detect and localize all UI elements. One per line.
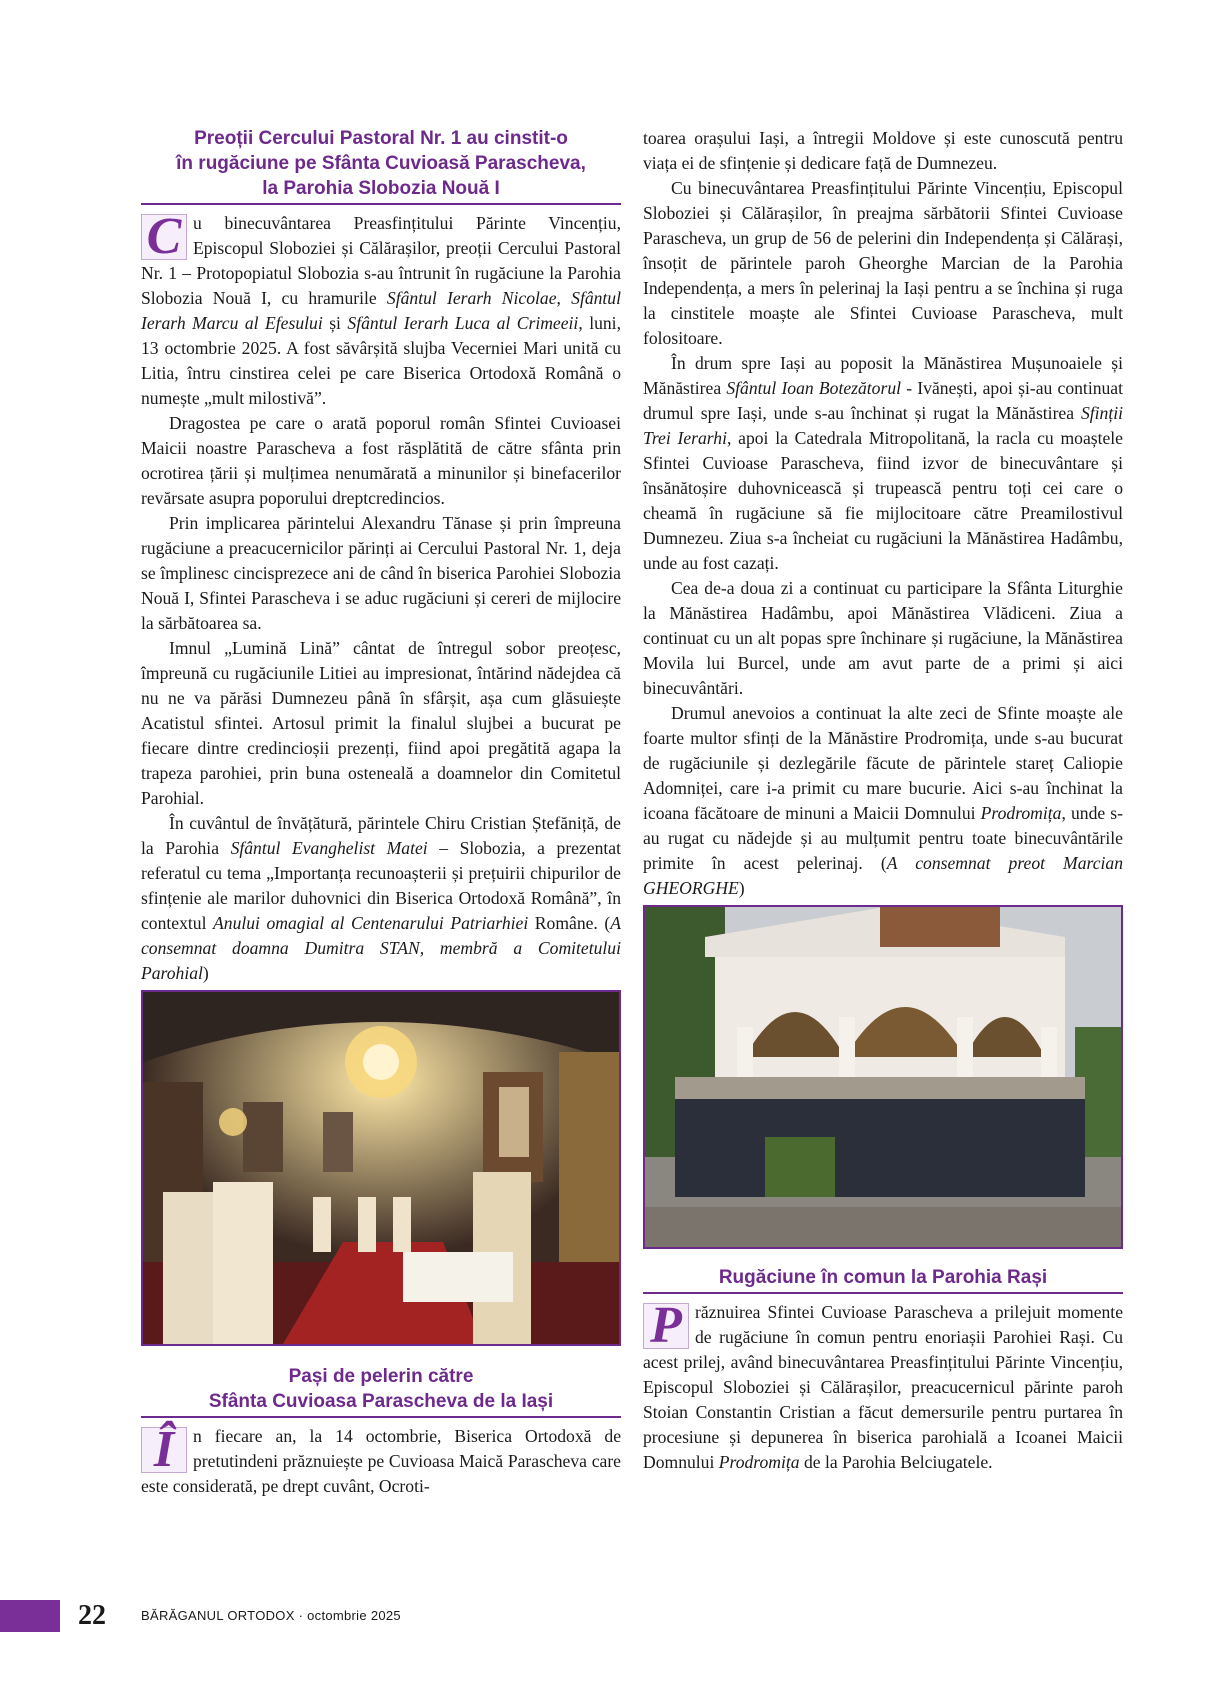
footer-accent-bar — [0, 1600, 60, 1632]
text-run: și — [322, 313, 348, 333]
article1-paragraph-1 — [141, 208, 621, 411]
text-run: - Ivănești, apoi și-au continuat drumul spre Iași, unde s-au închinat și rugat la Mănăstirea — [643, 378, 1124, 423]
pilgrims-group-photo — [643, 905, 1123, 1249]
text-run: n fiecare an, la 14 octombrie, Biserica Ortodoxă de pretutindeni prăznuiește pe Cuvioasa Maică Parascheva care este considerată, pe drept cuvânt, Ocroti — [141, 1426, 621, 1496]
church-interior-photo — [141, 990, 621, 1346]
article2-paragraph-2: Cu binecuvântarea Preasfințitului Părinte Vincențiu, Episcopul Sloboziei și Călărașilor, în preajma sărbătorii Sfintei Cuvioase Parascheva, un grup de 56 de pelerini din Independența și Călărași, însoțit de părintele paroh Gheorghe Marcian de la Parohia Independența, a mers în pelerinaj la Iași pentru a se închina și ruga la cinstitele moaște ale Sfintei Cuvioase Parascheva, mult folositoare. — [643, 178, 1123, 348]
article2-title — [141, 1364, 621, 1414]
text-run: În cuvântul de învățătură, părintele Chiru Cristian Ștefăniță, de la Parohia — [141, 813, 621, 858]
text-run: u binecuvântarea Preasfințitului Părinte Vincențiu, Episcopul Sloboziei și Călărașilor, preoții Cercului Pastoral Nr. 1 – Protopopiatul Slobozia s-au întrunit în rugăciune la Parohia Slobozia Nouă I, cu hramurile — [141, 213, 621, 308]
article2-paragraph-3 — [643, 351, 1123, 576]
dropcap: Î — [141, 1427, 187, 1473]
text-run: Drumul anevoios a continuat la alte zeci de Sfinte moaște ale foarte multor sfinți de la Mănăstire Prodromița, unde s-au bucurat de rugăciunile și dezlegările făcute de părintele stareț Caliopie Adomniței, care i-a primit cu mare bucurie. Aici s-au închinat la icoana făcătoare de minuni a Maicii Domnului — [643, 703, 1123, 823]
text-run: ) — [202, 963, 209, 983]
title-divider — [141, 203, 621, 205]
text-run: ) — [738, 878, 745, 898]
pilgrims-group-illustration — [645, 907, 1121, 1247]
text-run: răznuirea Sfintei Cuvioase Parascheva a prilejuit momente de rugăciune în comun pentru enoriașii Parohiei Rași. Cu acest prilej, având binecuvântarea Preasfințitului Părinte Vincențiu, Episcopul Sloboziei și Călărașilor, preacucernicul părinte paroh Stoian Constantin Cristian a făcut demersurile pentru purtarea în procesiune și depunerea în biserica parohială a Icoanei Maicii Domnului — [643, 1302, 1123, 1472]
text-run: – Slobozia, a prezentat referatul cu tema „Importanța recunoașterii și prețuirii chipurilor de sfințenie ale marilor duhovnici din Biserica Ortodoxă Română”, în contextul — [141, 838, 621, 933]
italic-run: Sfântul Ierarh Marcu al Efesului — [141, 288, 621, 333]
article2-title-line2: Sfânta Cuvioasa Parascheva de la Iași — [208, 1391, 554, 1412]
italic-run: Sfântul Ioan Botezătorul — [726, 378, 902, 398]
article2-paragraph-1-end: toarea orașului Iași, a întregii Moldove și este cunoscută pentru viața ei de sfințenie și dedicare față de Dumnezeu. — [643, 128, 1123, 173]
article2-paragraph-1-start: Î n fiecare an, la 14 octombrie, Biserica Ortodoxă de pretutindeni prăznuiește pe Cuvioasa Maică Parascheva care este considerată, pe drept cuvânt, Ocroti- — [141, 1421, 621, 1496]
article1-paragraph-2: Dragostea pe care o arată poporul român Sfintei Cuvioasei Maicii noastre Parascheva a fost răsplătită de către sfânta prin ocrotirea țării și mulțimea nenumărată a minunilor și binefacerilor revărsate asupra poporului dreptcredincios. — [141, 413, 621, 508]
title-divider — [141, 1416, 621, 1418]
page-number: 22 — [78, 1600, 106, 1631]
dropcap: C — [141, 214, 187, 260]
italic-run: Sfântul Ierarh Nicolae — [386, 288, 557, 308]
article1-title-line1: Preoții Cercului Pastoral Nr. 1 au cinstit-o — [194, 128, 568, 149]
italic-run: Sfântul Evanghelist Matei — [230, 838, 428, 858]
dropcap: P — [643, 1303, 689, 1349]
article1-paragraph-4: Imnul „Lumină Lină” cântat de întregul sobor preoțesc, împreună cu rugăciunile Litiei au impresionat, întărind nădejdea că nu ne va părăsi Dumnezeu până în sfârșit, așa cum glăsuiește Acatistul sfintei. Artosul primit la finalul slujbei a bucurat pe fiecare dintre credincioșii prezenți, fiind apoi pregătită agapa la trapeza parohiei, prin buna osteneală a doamnelor din Comitetul Parohial. — [141, 638, 621, 808]
text-run: , luni, 13 octombrie 2025. A fost săvârșită slujba Vecerniei Mari unită cu Litia, întru cinstirea celei pe care Biserica Ortodoxă Română o numește „mult milostivă”. — [141, 313, 621, 408]
text-run: de la Parohia Belciugatele. — [799, 1452, 993, 1472]
article1-paragraph-5 — [141, 811, 621, 986]
italic-run: A consemnat preot Marcian GHEORGHE — [643, 853, 1123, 898]
article2-title-line1: Pași de pelerin către — [288, 1366, 474, 1387]
text-run: , — [556, 288, 572, 308]
italic-run: Sfântul Ierarh Luca al Crimeeii — [347, 313, 579, 333]
church-interior-illustration — [143, 992, 619, 1344]
right-column — [643, 126, 1123, 1475]
article1-title-line2: în rugăciune pe Sfânta Cuvioasă Parascheva, — [176, 153, 586, 174]
left-column — [141, 126, 621, 1499]
text-run: Române. ( — [528, 913, 611, 933]
article2-paragraph-4: Cea de-a doua zi a continuat cu participare la Sfânta Liturghie la Mănăstirea Hadâmbu, apoi Mănăstirea Vlădiceni. Ziua a continuat cu un alt popas spre închinare și rugăciune, la Mănăstirea Movila lui Burcel, unde am avut parte de a primi și aici binecuvântări. — [643, 578, 1123, 698]
article3-paragraph-1 — [643, 1297, 1123, 1475]
italic-run: A consemnat doamna Dumitra STAN, membră a Comitetului Parohial — [141, 913, 621, 983]
article1-title — [141, 126, 621, 201]
italic-run: Anului omagial al Centenarului Patriarhiei — [213, 913, 529, 933]
article3-title: Rugăciune în comun la Parohia Rași — [718, 1267, 1048, 1288]
italic-run: Prodromița — [718, 1452, 800, 1472]
article1-title-line3: la Parohia Slobozia Nouă I — [262, 178, 500, 199]
title-divider — [643, 1292, 1123, 1294]
text-run: , apoi la Catedrala Mitropolitană, la racla cu moaștele Sfintei Cuvioase Parascheva, fiind izvor de binecuvântare și însănătoșire duhovnicească și trupească pentru toți cei care o cheamă în rugăciune să fie mijlocitoare către Preamilostivul Dumnezeu. Ziua s-a încheiat cu rugăciuni la Mănăstirea Hadâmbu, unde au fost cazați. — [643, 428, 1123, 573]
italic-run: Prodromița — [980, 803, 1062, 823]
publication-name: BĂRĂGANUL ORTODOX · octombrie 2025 — [141, 1608, 401, 1623]
article1-paragraph-3: Prin implicarea părintelui Alexandru Tănase și prin împreuna rugăciune a preacucernicilor părinți ai Cercului Pastoral Nr. 1, deja se împlinesc cincisprezece ani de când în biserica Parohiei Slobozia Nouă I, Sfintei Parascheva i se aduc rugăciuni și cereri de mijlocire la sărbătoarea sa. — [141, 513, 621, 633]
article2-paragraph-5 — [643, 701, 1123, 901]
text-run: În drum spre Iași au poposit la Mănăstirea Mușunoaiele și Mănăstirea — [643, 353, 1123, 398]
text-run: , unde s-au rugat cu nădejde și au mulțumit pentru toate binecuvântările primite în acest pelerinaj. ( — [643, 803, 1123, 873]
italic-run: Sfinții Trei Ierarhi — [643, 403, 1123, 448]
